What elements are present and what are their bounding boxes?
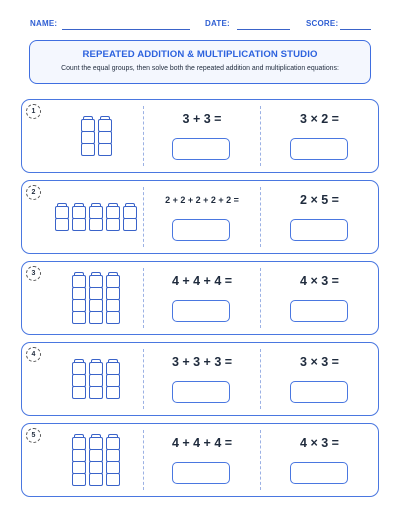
- equal-groups-illustration: [36, 424, 156, 496]
- group-item-box: [106, 206, 120, 219]
- addition-answer-box[interactable]: [172, 462, 230, 484]
- group-item-box: [72, 386, 86, 399]
- group-stack: [89, 434, 103, 486]
- group-item-box: [81, 143, 95, 156]
- group-item-box: [72, 311, 86, 324]
- group-item-box: [106, 287, 120, 300]
- group-stack: [72, 434, 86, 486]
- group-item-box: [72, 275, 86, 288]
- instructions-text: Count the equal groups, then solve both the repeated addition and multiplication equations:: [61, 65, 339, 72]
- date-label: DATE:: [205, 19, 230, 28]
- group-stack: [89, 203, 103, 231]
- group-stack: [106, 434, 120, 486]
- addition-answer-box[interactable]: [172, 381, 230, 403]
- group-item-box: [89, 275, 103, 288]
- group-item-box: [106, 299, 120, 312]
- group-stack: [72, 272, 86, 324]
- equal-groups-illustration: [36, 262, 156, 334]
- group-item-box: [81, 131, 95, 144]
- repeated-addition-equation: 4 + 4 + 4 =: [171, 436, 233, 450]
- multiplication-answer-box[interactable]: [290, 300, 348, 322]
- group-item-box: [98, 119, 112, 132]
- group-stack: [106, 359, 120, 399]
- group-stack: [106, 272, 120, 324]
- group-item-box: [81, 119, 95, 132]
- group-item-box: [106, 449, 120, 462]
- problem-number-badge: 3: [26, 266, 41, 281]
- group-item-box: [89, 449, 103, 462]
- group-item-box: [98, 131, 112, 144]
- group-item-box: [72, 473, 86, 486]
- group-item-box: [89, 374, 103, 387]
- multiplication-equation: 2 × 5 =: [300, 193, 339, 207]
- group-item-box: [72, 461, 86, 474]
- multiplication-answer-box[interactable]: [290, 219, 348, 241]
- addition-answer-box[interactable]: [172, 138, 230, 160]
- score-line[interactable]: [340, 29, 371, 30]
- group-item-box: [89, 473, 103, 486]
- addition-answer-box[interactable]: [172, 300, 230, 322]
- group-item-box: [106, 311, 120, 324]
- group-item-box: [106, 275, 120, 288]
- multiplication-answer-box[interactable]: [290, 138, 348, 160]
- problem-number-badge: 4: [26, 347, 41, 362]
- group-item-box: [98, 143, 112, 156]
- group-item-box: [72, 287, 86, 300]
- group-stack: [123, 203, 137, 231]
- group-item-box: [72, 299, 86, 312]
- group-item-box: [72, 362, 86, 375]
- group-stack: [98, 116, 112, 156]
- equal-groups-illustration: [36, 181, 156, 253]
- problem-card: [21, 261, 379, 335]
- repeated-addition-equation: 3 + 3 =: [182, 112, 222, 126]
- group-item-box: [72, 449, 86, 462]
- equal-groups-illustration: [36, 343, 156, 415]
- group-item-box: [89, 299, 103, 312]
- group-stack: [89, 272, 103, 324]
- equal-groups-illustration: [36, 100, 156, 172]
- multiplication-equation: 3 × 3 =: [300, 355, 339, 369]
- group-item-box: [72, 374, 86, 387]
- problem-number-badge: 2: [26, 185, 41, 200]
- page-title: REPEATED ADDITION & MULTIPLICATION STUDIO: [82, 49, 318, 60]
- group-item-box: [106, 437, 120, 450]
- group-item-box: [89, 218, 103, 231]
- problem-card: [21, 99, 379, 173]
- group-item-box: [106, 218, 120, 231]
- group-item-box: [89, 287, 103, 300]
- group-item-box: [123, 206, 137, 219]
- group-item-box: [89, 386, 103, 399]
- problem-card: [21, 423, 379, 497]
- group-stack: [89, 359, 103, 399]
- group-stack: [81, 116, 95, 156]
- title-box: [29, 40, 371, 84]
- repeated-addition-equation: 3 + 3 + 3 =: [171, 355, 233, 369]
- group-stack: [72, 359, 86, 399]
- multiplication-equation: 3 × 2 =: [300, 112, 339, 126]
- group-item-box: [55, 206, 69, 219]
- multiplication-equation: 4 × 3 =: [300, 436, 339, 450]
- repeated-addition-equation: 4 + 4 + 4 =: [171, 274, 233, 288]
- group-item-box: [89, 461, 103, 474]
- group-item-box: [72, 206, 86, 219]
- group-stack: [55, 203, 69, 231]
- name-label: NAME:: [30, 19, 58, 28]
- problem-card: [21, 342, 379, 416]
- problem-card: [21, 180, 379, 254]
- group-stack: [72, 203, 86, 231]
- addition-answer-box[interactable]: [172, 219, 230, 241]
- group-item-box: [89, 311, 103, 324]
- date-line[interactable]: [237, 29, 290, 30]
- group-item-box: [106, 386, 120, 399]
- group-item-box: [123, 218, 137, 231]
- group-item-box: [106, 461, 120, 474]
- group-item-box: [106, 473, 120, 486]
- group-item-box: [106, 374, 120, 387]
- problem-number-badge: 5: [26, 428, 41, 443]
- group-item-box: [106, 362, 120, 375]
- group-item-box: [55, 218, 69, 231]
- group-item-box: [89, 206, 103, 219]
- score-label: SCORE:: [306, 19, 339, 28]
- group-item-box: [72, 218, 86, 231]
- group-item-box: [89, 437, 103, 450]
- problem-number-badge: 1: [26, 104, 41, 119]
- multiplication-equation: 4 × 3 =: [300, 274, 339, 288]
- group-item-box: [89, 362, 103, 375]
- name-line[interactable]: [62, 29, 190, 30]
- group-stack: [106, 203, 120, 231]
- multiplication-answer-box[interactable]: [290, 381, 348, 403]
- multiplication-answer-box[interactable]: [290, 462, 348, 484]
- group-item-box: [72, 437, 86, 450]
- repeated-addition-equation: 2 + 2 + 2 + 2 + 2 =: [165, 195, 239, 205]
